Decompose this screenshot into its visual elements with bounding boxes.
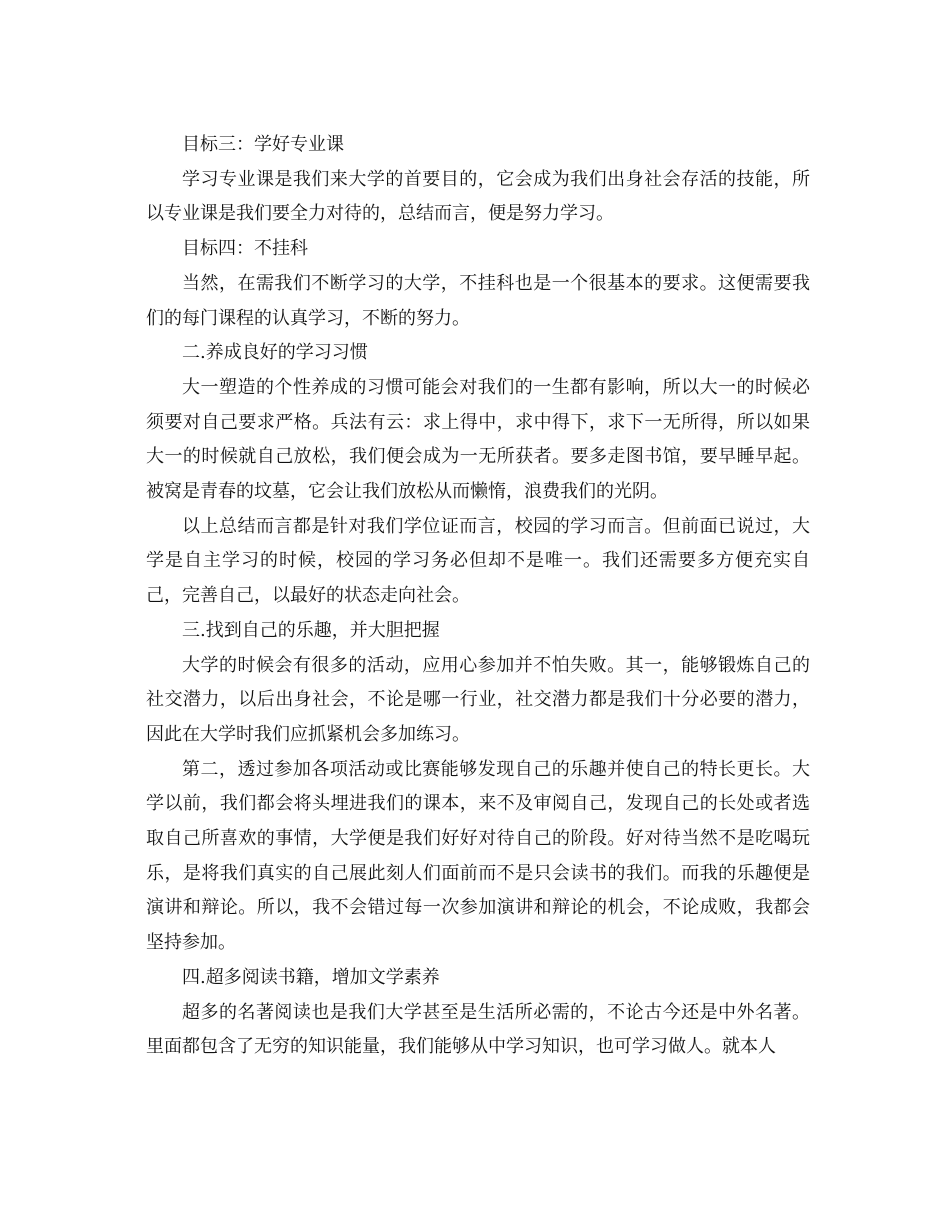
heading-section-four: 四.超多阅读书籍，增加文学素养 (182, 966, 440, 988)
paragraph: 当然，在需我们不断学习的大学，不挂科也是一个很基本的要求。这便需要我们的每门课程的认真学习，不断的努力。 (146, 272, 810, 329)
paragraph: 学习专业课是我们来大学的首要目的，它会成为我们出身社会存活的技能，所以专业课是我们要全力对待的，总结而言，便是努力学习。 (146, 168, 810, 225)
heading-goal-three: 目标三：学好专业课 (182, 134, 344, 155)
paragraph: 超多的名著阅读也是我们大学甚至是生活所必需的，不论古今还是中外名著。里面都包含了无穷的知识能量，我们能够从中学习知识，也可学习做人。就本人 (146, 1001, 810, 1058)
paragraph: 大一塑造的个性养成的习惯可能会对我们的一生都有影响，所以大一的时候必须要对自己要求严格。兵法有云：求上得中，求中得下，求下一无所得，所以如果大一的时候就自己放松，我们便会成为一无所获者。要多走图书馆，要早睡早起。被窝是青春的坟墓，它会让我们放松从而懒惰，浪费我们的光阴。 (146, 376, 810, 503)
heading-section-two: 二.养成良好的学习习惯 (182, 342, 368, 364)
paragraph: 大学的时候会有很多的活动，应用心参加并不怕失败。其一，能够锻炼自己的社交潜力，以后出身社会，不论是哪一行业，社交潜力都是我们十分必要的潜力，因此在大学时我们应抓紧机会多加练习。 (146, 654, 810, 745)
paragraph: 以上总结而言都是针对我们学位证而言，校园的学习而言。但前面已说过，大学是自主学习的时候，校园的学习务必但却不是唯一。我们还需要多方便充实自己，完善自己，以最好的状态走向社会。 (146, 515, 810, 607)
paragraph: 第二，透过参加各项活动或比赛能够发现自己的乐趣并使自己的特长更长。大学以前，我们都会将头埋进我们的课本，来不及审阅自己，发现自己的长处或者选取自己所喜欢的事情，大学便是我们好好对待自己的阶段。好对待当然不是吃喝玩乐，是将我们真实的自己展此刻人们面前而不是只会读书的我们。而我的乐趣便是演讲和辩论。所以，我不会错过每一次参加演讲和辩论的机会，不论成败，我都会坚持参加。 (146, 758, 810, 954)
heading-goal-four: 目标四：不挂科 (182, 238, 308, 260)
document-body (146, 128, 810, 1065)
heading-section-three: 三.找到自己的乐趣，并大胆把握 (182, 619, 440, 641)
